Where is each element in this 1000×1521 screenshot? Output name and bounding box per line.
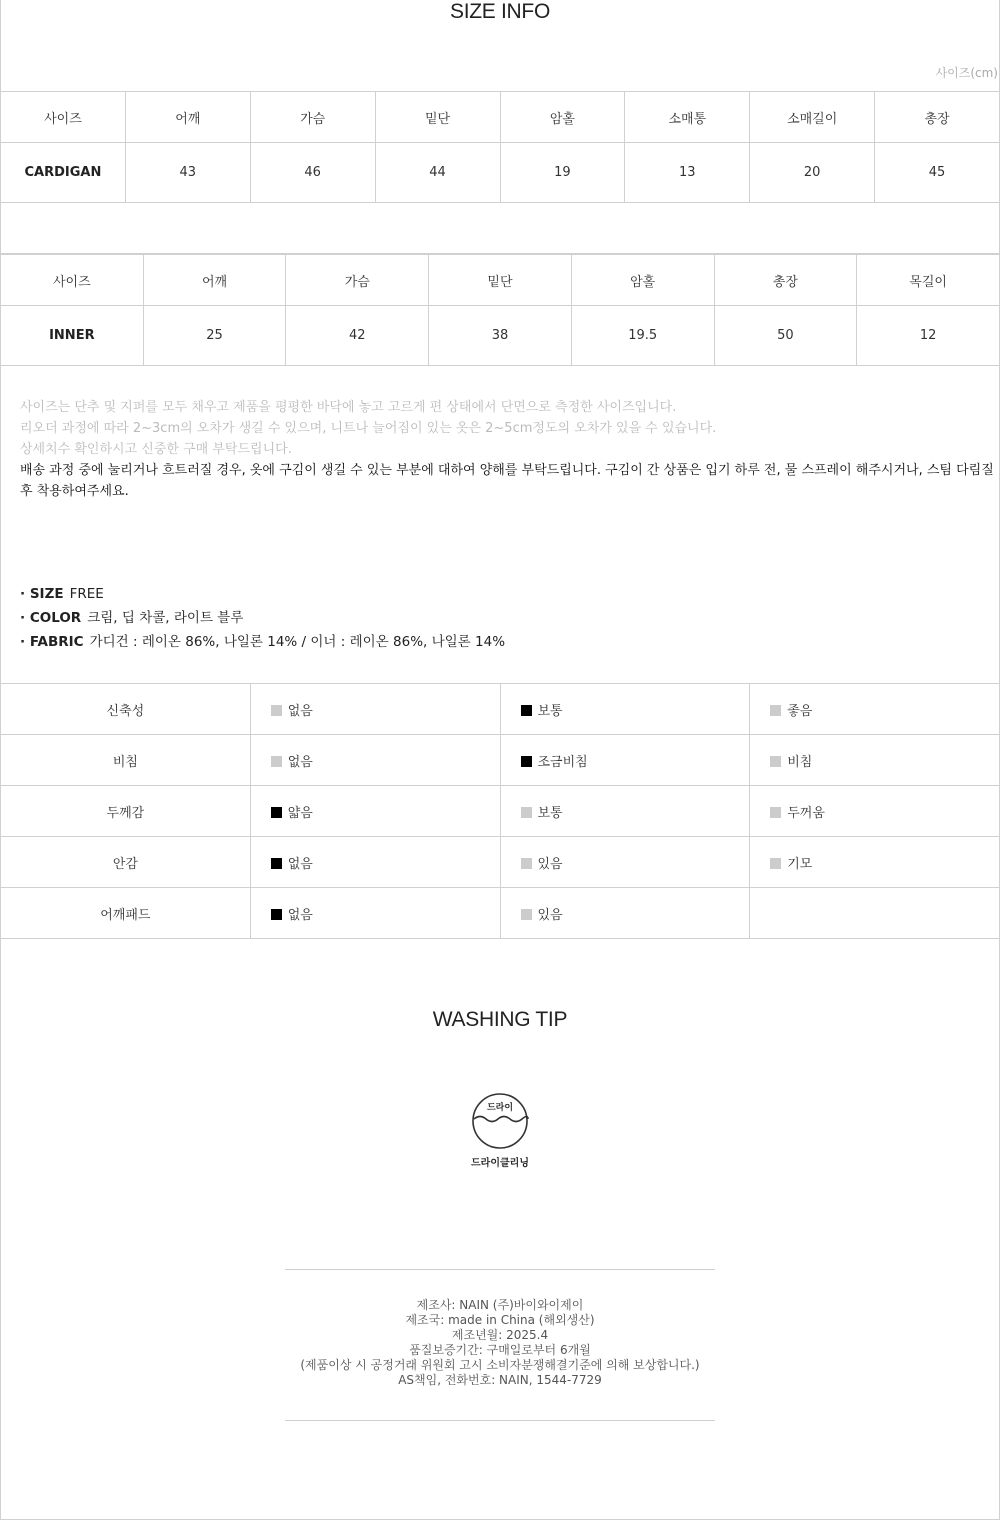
property-label: 두께감 — [1, 786, 251, 837]
cardigan-size-table — [0, 91, 1000, 254]
footer-bottom-divider — [285, 1420, 715, 1421]
property-label: 비침 — [1, 735, 251, 786]
value-cell: 12 — [857, 306, 1000, 366]
unchecked-square-icon — [271, 756, 282, 767]
dry-clean-icon — [470, 1092, 530, 1150]
footer-line: AS책임, 전화번호: NAIN, 1544-7729 — [398, 1373, 602, 1387]
fabric-properties-table — [0, 683, 1000, 939]
property-option — [250, 888, 500, 939]
option-text: 얇음 — [287, 805, 313, 821]
washing-tip-title: WASHING TIP — [432, 1008, 568, 1031]
footer-line: 제조년월: 2025.4 — [451, 1328, 549, 1342]
unchecked-square-icon — [271, 705, 282, 716]
spacer-row — [1, 203, 1000, 254]
checked-square-icon — [271, 909, 282, 920]
option-text: 비침 — [787, 754, 813, 770]
property-option — [750, 786, 1000, 837]
value-cell: 46 — [250, 143, 375, 203]
manufacturer-info — [0, 1298, 1000, 1388]
footer-line: 제조사: NAIN (주)바이와이제이 — [416, 1298, 584, 1312]
value-cell: 20 — [750, 143, 875, 203]
unchecked-square-icon — [521, 909, 532, 920]
spec-label: · COLOR — [20, 610, 82, 626]
value-cell: 44 — [375, 143, 500, 203]
property-option — [500, 735, 750, 786]
spec-label: · FABRIC — [20, 634, 84, 650]
table-row — [1, 143, 1000, 203]
table-row — [1, 306, 1000, 366]
option-text: 있음 — [537, 907, 563, 923]
option-text: 두꺼움 — [787, 805, 825, 821]
note-line: 사이즈는 단추 및 지퍼를 모두 채우고 제품을 평평한 바닥에 놓고 고르게 편 상태에서 단면으로 측정한 사이즈입니다. — [20, 400, 677, 415]
footer-line: 품질보증기간: 구매일로부터 6개월 — [409, 1343, 591, 1357]
property-option — [250, 837, 500, 888]
checked-square-icon — [271, 807, 282, 818]
header-cell: 어깨 — [125, 92, 250, 143]
dry-clean-icon-text: 드라이 — [486, 1103, 514, 1113]
property-option — [250, 735, 500, 786]
spec-value: 가디건 : 레이온 86%, 나일론 14% / 이너 : 레이온 86%, 나일론 14% — [89, 634, 506, 650]
option-text: 기모 — [787, 856, 813, 872]
row-name-cell: CARDIGAN — [1, 143, 126, 203]
property-row — [1, 684, 1000, 735]
size-unit-label: 사이즈(cm) — [935, 66, 998, 80]
unchecked-square-icon — [770, 756, 781, 767]
property-option — [250, 684, 500, 735]
value-cell: 43 — [125, 143, 250, 203]
option-text: 없음 — [287, 754, 313, 770]
footer-line: (제품이상 시 공정거래 위원회 고시 소비자분쟁해결기준에 의해 보상합니다.) — [300, 1358, 700, 1372]
property-label: 어깨패드 — [1, 888, 251, 939]
property-label: 안감 — [1, 837, 251, 888]
footer-top-divider — [285, 1269, 715, 1270]
property-option — [500, 837, 750, 888]
value-cell: 19 — [500, 143, 625, 203]
table-header-row — [1, 92, 1000, 143]
header-cell: 사이즈 — [1, 255, 144, 306]
option-text: 있음 — [537, 856, 563, 872]
unchecked-square-icon — [521, 858, 532, 869]
spec-value: 크림, 딥 차콜, 라이트 블루 — [87, 610, 244, 626]
header-cell: 소매통 — [625, 92, 750, 143]
property-option — [750, 735, 1000, 786]
header-cell: 암홀 — [500, 92, 625, 143]
header-cell: 가슴 — [286, 255, 429, 306]
inner-size-table — [0, 254, 1000, 366]
option-text: 없음 — [287, 703, 313, 719]
property-option — [750, 888, 1000, 939]
option-text: 조금비침 — [537, 754, 588, 770]
value-cell: 38 — [429, 306, 572, 366]
spec-value: FREE — [69, 586, 104, 602]
size-notes — [20, 397, 995, 502]
property-row — [1, 888, 1000, 939]
unchecked-square-icon — [521, 807, 532, 818]
property-option — [750, 837, 1000, 888]
header-cell: 목길이 — [857, 255, 1000, 306]
footer-line: 제조국: made in China (해외생산) — [405, 1313, 595, 1327]
washing-icon-group — [469, 1092, 531, 1169]
property-label: 신축성 — [1, 684, 251, 735]
option-text: 보통 — [537, 805, 563, 821]
property-row — [1, 735, 1000, 786]
property-row — [1, 786, 1000, 837]
option-text: 없음 — [287, 907, 313, 923]
option-text: 좋음 — [787, 703, 813, 719]
dry-clean-label: 드라이클리닝 — [471, 1158, 529, 1169]
spec-fabric — [20, 630, 505, 654]
note-line: 상세치수 확인하시고 신중한 구매 부탁드립니다. — [20, 442, 292, 457]
shipping-note: 배송 과정 중에 눌리거나 흐트러질 경우, 옷에 구김이 생길 수 있는 부분에 대하여 양해를 부탁드립니다. 구김이 간 상품은 입기 하루 전, 물 스프레이 해주시거나, 스팀 다림질 후 착용하여주세요. — [20, 463, 994, 499]
option-text: 없음 — [287, 856, 313, 872]
property-option — [500, 888, 750, 939]
header-cell: 밑단 — [429, 255, 572, 306]
option-text: 보통 — [537, 703, 563, 719]
unchecked-square-icon — [770, 807, 781, 818]
header-cell: 총장 — [875, 92, 1000, 143]
value-cell: 45 — [875, 143, 1000, 203]
value-cell: 13 — [625, 143, 750, 203]
spec-size — [20, 582, 505, 606]
product-specs — [20, 582, 505, 654]
value-cell: 25 — [143, 306, 286, 366]
unchecked-square-icon — [770, 705, 781, 716]
spec-label: · SIZE — [20, 586, 64, 602]
property-option — [250, 786, 500, 837]
row-name-cell: INNER — [1, 306, 144, 366]
property-option — [750, 684, 1000, 735]
property-row — [1, 837, 1000, 888]
table-header-row — [1, 255, 1000, 306]
checked-square-icon — [271, 858, 282, 869]
checked-square-icon — [521, 705, 532, 716]
unchecked-square-icon — [770, 858, 781, 869]
value-cell: 42 — [286, 306, 429, 366]
header-cell: 소매길이 — [750, 92, 875, 143]
header-cell: 가슴 — [250, 92, 375, 143]
header-cell: 사이즈 — [1, 92, 126, 143]
size-info-title: SIZE INFO — [450, 0, 550, 23]
checked-square-icon — [521, 756, 532, 767]
header-cell: 어깨 — [143, 255, 286, 306]
value-cell: 19.5 — [571, 306, 714, 366]
header-cell: 밑단 — [375, 92, 500, 143]
spec-color — [20, 606, 505, 630]
value-cell: 50 — [714, 306, 857, 366]
note-line: 리오더 과정에 따라 2~3cm의 오차가 생길 수 있으며, 니트나 늘어짐이 있는 옷은 2~5cm정도의 오차가 있을 수 있습니다. — [20, 421, 717, 436]
header-cell: 총장 — [714, 255, 857, 306]
property-option — [500, 786, 750, 837]
property-option — [500, 684, 750, 735]
header-cell: 암홀 — [571, 255, 714, 306]
